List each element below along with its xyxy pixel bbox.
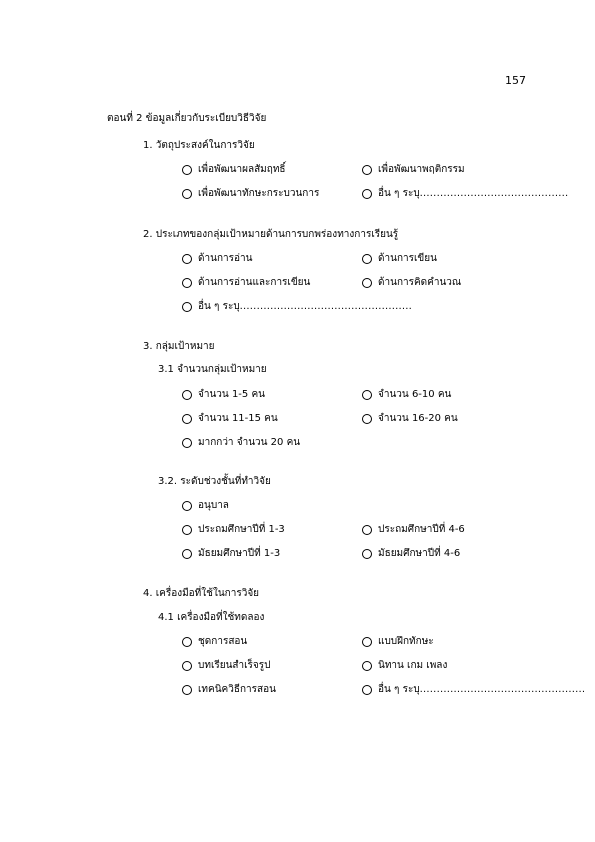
radio-button[interactable] bbox=[362, 685, 372, 695]
option-label: นิทาน เกม เพลง bbox=[378, 660, 448, 671]
option-label: ด้านการอ่านและการเขียน bbox=[198, 277, 311, 288]
option-label: ด้านการคิดคำนวณ bbox=[378, 277, 462, 288]
option-secondary-1-3[interactable] bbox=[182, 547, 280, 561]
option-teaching-techniques[interactable] bbox=[182, 683, 276, 697]
option-label: จำนวน 6-10 คน bbox=[378, 389, 452, 400]
option-count-more-20[interactable] bbox=[182, 436, 300, 450]
option-label: ด้านการอ่าน bbox=[198, 253, 253, 264]
radio-button[interactable] bbox=[182, 525, 192, 535]
radio-button[interactable] bbox=[182, 302, 192, 312]
option-skill-exercises[interactable] bbox=[362, 635, 434, 649]
option-tales-games-songs[interactable] bbox=[362, 659, 447, 673]
radio-button[interactable] bbox=[362, 525, 372, 535]
radio-button[interactable] bbox=[362, 414, 372, 424]
option-label: มากกว่า จำนวน 20 คน bbox=[198, 437, 301, 448]
option-writing[interactable] bbox=[362, 252, 437, 266]
option-primary-4-6[interactable] bbox=[362, 523, 465, 537]
radio-button[interactable] bbox=[182, 549, 192, 559]
option-kindergarten[interactable] bbox=[182, 499, 229, 513]
option-label: ด้านการเขียน bbox=[378, 253, 437, 264]
option-label: จำนวน 16-20 คน bbox=[378, 413, 458, 424]
option-label: มัธยมศึกษาปีที่ 1-3 bbox=[198, 548, 281, 559]
radio-button[interactable] bbox=[182, 661, 192, 671]
option-develop-behavior[interactable] bbox=[362, 163, 465, 177]
radio-button[interactable] bbox=[182, 501, 192, 511]
option-label: ประถมศึกษาปีที่ 4-6 bbox=[378, 524, 465, 535]
radio-button[interactable] bbox=[182, 414, 192, 424]
radio-button[interactable] bbox=[362, 661, 372, 671]
option-other-specify[interactable] bbox=[362, 683, 585, 697]
radio-button[interactable] bbox=[182, 637, 192, 647]
option-count-11-15[interactable] bbox=[182, 412, 278, 426]
option-label: เพื่อพัฒนาพฤติกรรม bbox=[378, 164, 465, 175]
option-label: ประถมศึกษาปีที่ 1-3 bbox=[198, 524, 285, 535]
option-label: มัธยมศึกษาปีที่ 4-6 bbox=[378, 548, 461, 559]
radio-button[interactable] bbox=[362, 637, 372, 647]
radio-button[interactable] bbox=[182, 189, 192, 199]
option-label: ชุดการสอน bbox=[198, 636, 248, 647]
fill-in-blank[interactable]: ................................................... bbox=[239, 301, 412, 312]
option-label: เทคนิควิธีการสอน bbox=[198, 684, 276, 695]
option-count-6-10[interactable] bbox=[362, 388, 451, 402]
option-label: อื่น ๆ ระบุ bbox=[378, 684, 420, 695]
option-primary-1-3[interactable] bbox=[182, 523, 285, 537]
radio-button[interactable] bbox=[362, 189, 372, 199]
option-reading-writing[interactable] bbox=[182, 276, 310, 290]
option-develop-achievement[interactable] bbox=[182, 163, 286, 177]
option-label: บทเรียนสำเร็จรูป bbox=[198, 660, 271, 671]
radio-button[interactable] bbox=[182, 390, 192, 400]
option-label: แบบฝึกทักษะ bbox=[378, 636, 434, 647]
part-title: ตอนที่ 2 ข้อมูลเกี่ยวกับระเบียบวิธีวิจัย bbox=[107, 113, 267, 124]
radio-button[interactable] bbox=[362, 390, 372, 400]
radio-button[interactable] bbox=[182, 278, 192, 288]
radio-button[interactable] bbox=[182, 685, 192, 695]
section-1-title: 1. วัตถุประสงค์ในการวิจัย bbox=[143, 140, 255, 151]
subsection-3-1-title: 3.1 จำนวนกลุ่มเป้าหมาย bbox=[158, 364, 267, 375]
radio-button[interactable] bbox=[182, 254, 192, 264]
option-develop-process-skills[interactable] bbox=[182, 187, 319, 201]
radio-button[interactable] bbox=[362, 254, 372, 264]
radio-button[interactable] bbox=[362, 165, 372, 175]
section-2-title: 2. ประเภทของกลุ่มเป้าหมายด้านการบกพร่องทางการเรียนรู้ bbox=[143, 229, 399, 240]
radio-button[interactable] bbox=[182, 438, 192, 448]
option-teaching-kit[interactable] bbox=[182, 635, 247, 649]
subsection-3-2-title: 3.2. ระดับช่วงชั้นที่ทำวิจัย bbox=[158, 476, 271, 487]
option-count-1-5[interactable] bbox=[182, 388, 265, 402]
option-label: จำนวน 11-15 คน bbox=[198, 413, 278, 424]
option-label: อื่น ๆ ระบุ bbox=[198, 301, 240, 312]
option-label: อื่น ๆ ระบุ bbox=[378, 188, 420, 199]
option-secondary-4-6[interactable] bbox=[362, 547, 460, 561]
option-other-specify[interactable] bbox=[182, 300, 412, 314]
fill-in-blank[interactable]: ................................................. bbox=[419, 684, 586, 695]
option-other-specify[interactable] bbox=[362, 187, 568, 201]
section-4-title: 4. เครื่องมือที่ใช้ในการวิจัย bbox=[143, 588, 260, 599]
option-calculation[interactable] bbox=[362, 276, 461, 290]
radio-button[interactable] bbox=[182, 165, 192, 175]
option-label: อนุบาล bbox=[198, 500, 229, 511]
subsection-4-1-title: 4.1 เครื่องมือที่ใช้ทดลอง bbox=[158, 612, 265, 623]
option-reading[interactable] bbox=[182, 252, 252, 266]
option-label: เพื่อพัฒนาทักษะกระบวนการ bbox=[198, 188, 320, 199]
radio-button[interactable] bbox=[362, 278, 372, 288]
option-label: จำนวน 1-5 คน bbox=[198, 389, 265, 400]
option-programmed-lesson[interactable] bbox=[182, 659, 271, 673]
radio-button[interactable] bbox=[362, 549, 372, 559]
option-label: เพื่อพัฒนาผลสัมฤทธิ์ bbox=[198, 164, 286, 175]
option-count-16-20[interactable] bbox=[362, 412, 458, 426]
page-number: 157 bbox=[505, 74, 526, 87]
fill-in-blank[interactable]: ............................................ bbox=[419, 188, 569, 199]
section-3-title: 3. กลุ่มเป้าหมาย bbox=[143, 341, 215, 352]
